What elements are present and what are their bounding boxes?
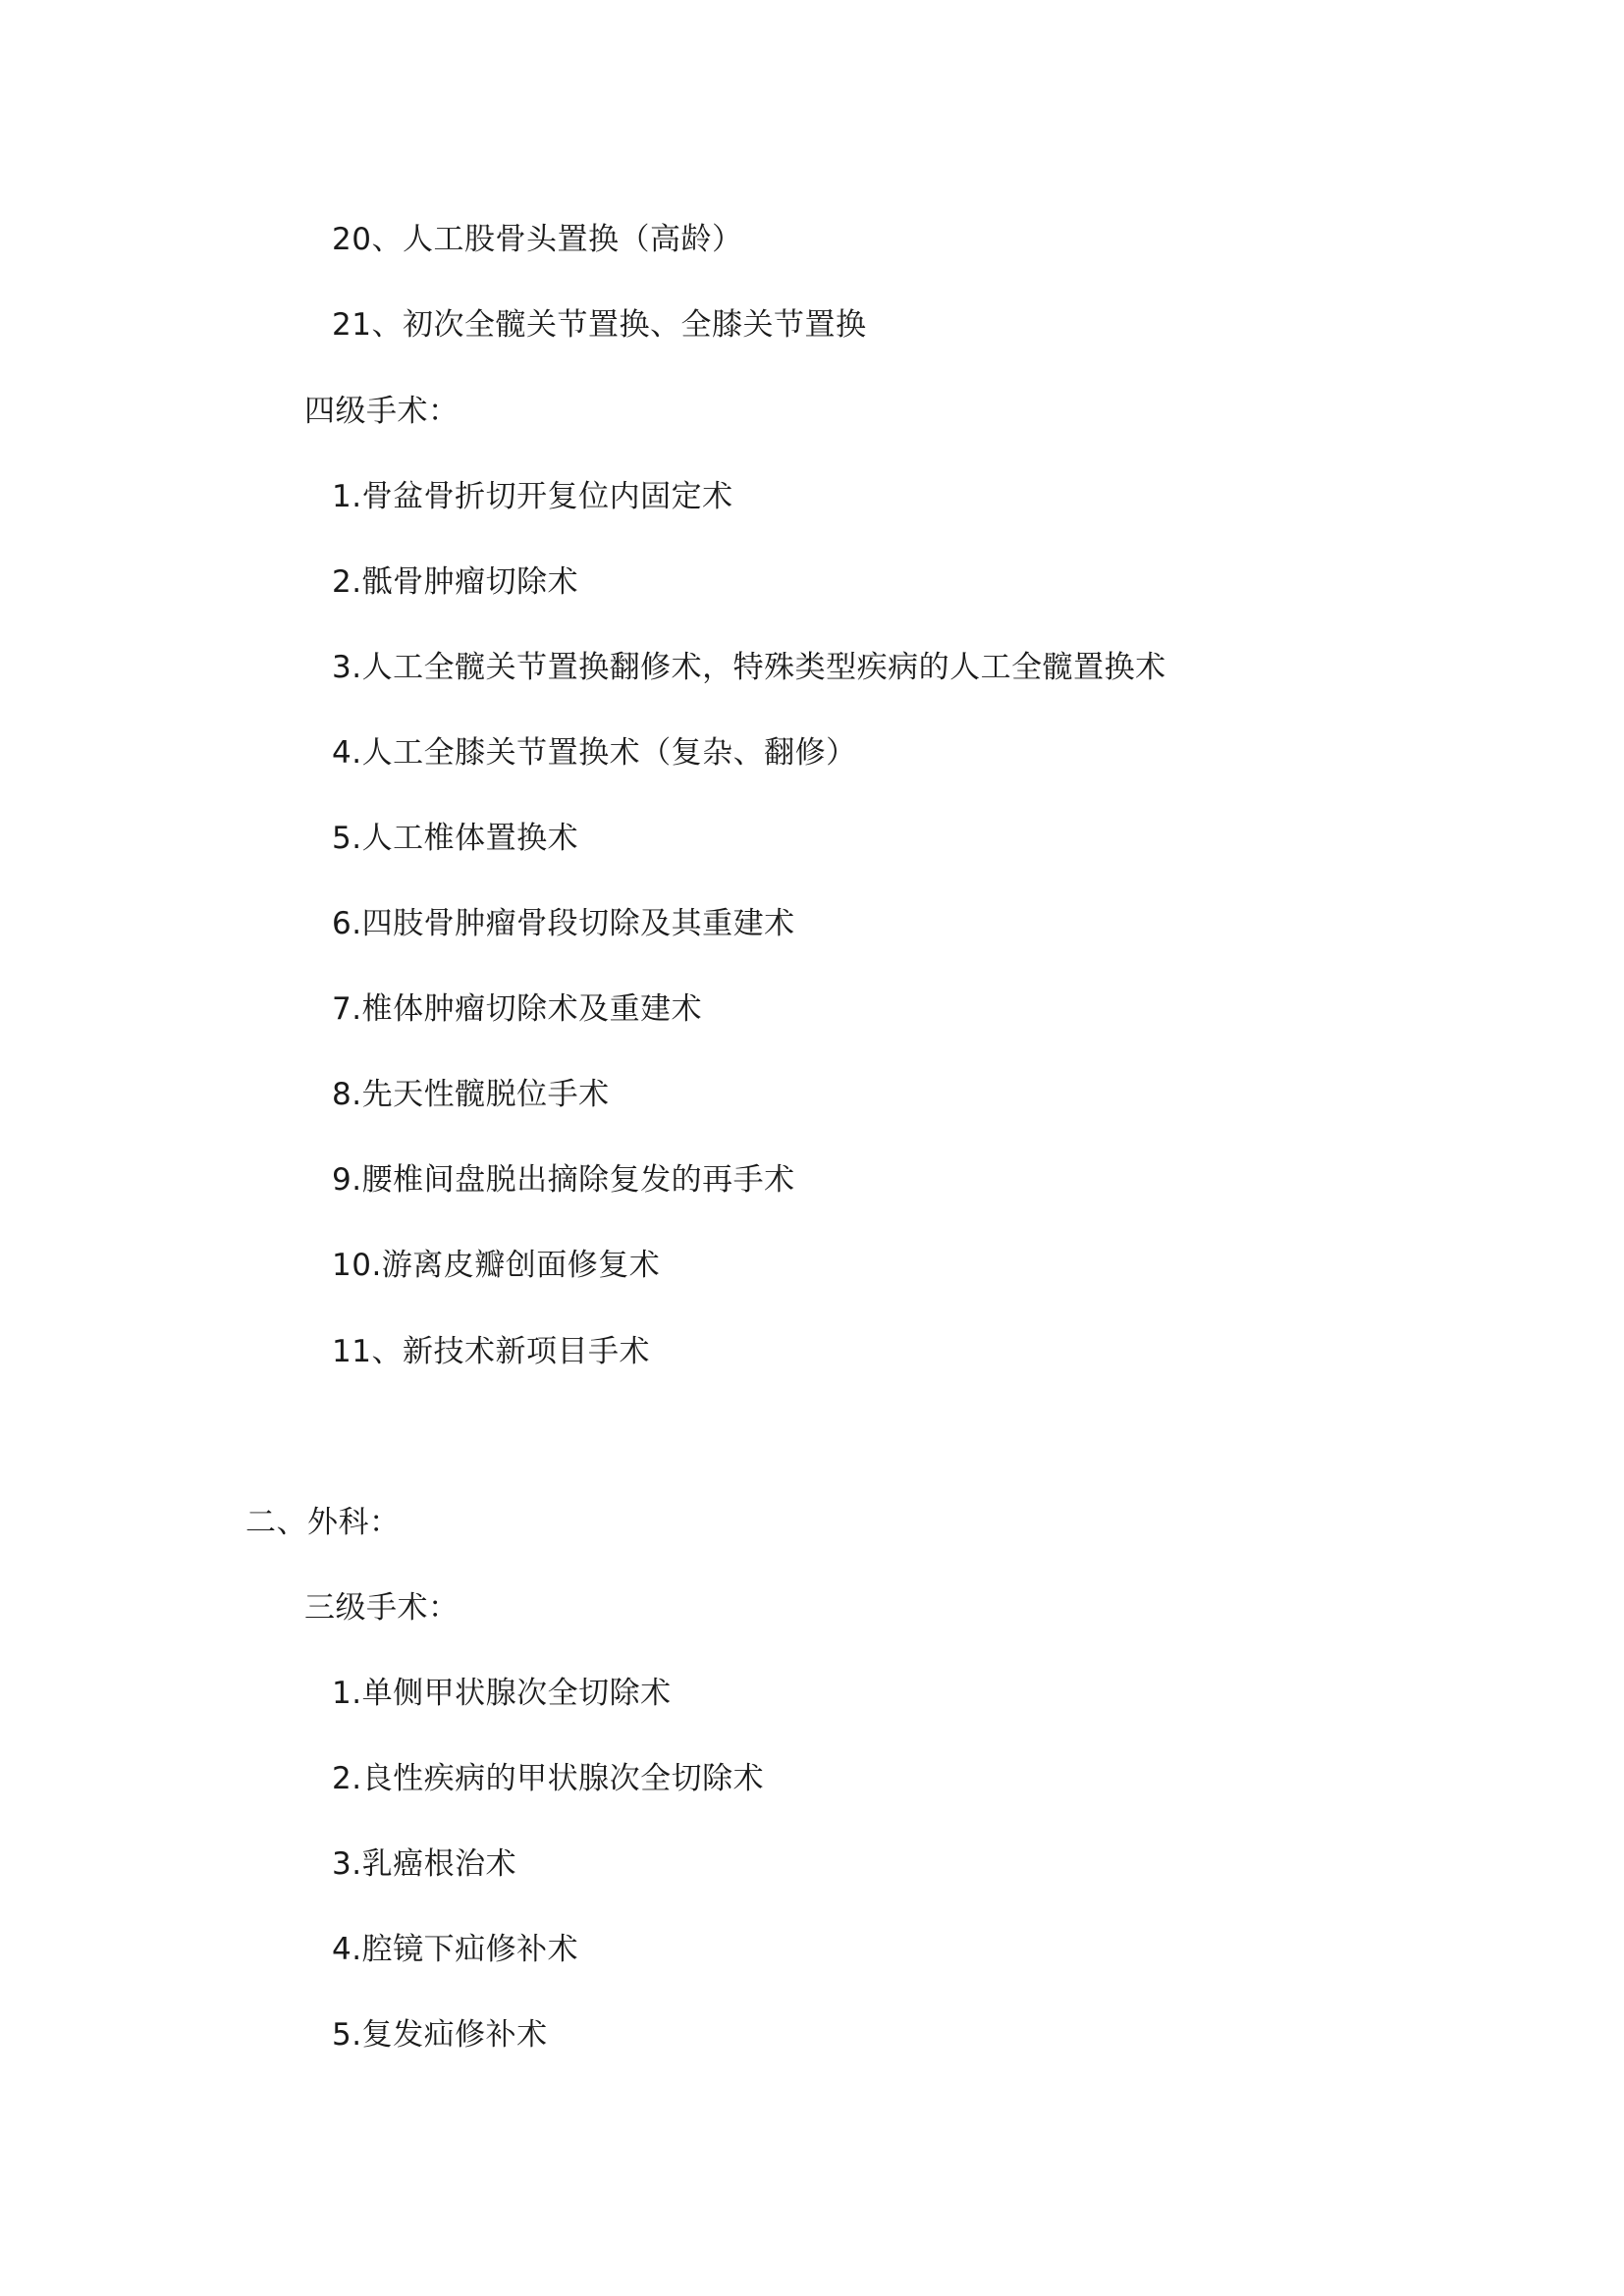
list-item: 9.腰椎间盘脱出摘除复发的再手术 <box>332 1162 795 1198</box>
list-item: 1.单侧甲状腺次全切除术 <box>332 1676 672 1711</box>
list-item: 7.椎体肿瘤切除术及重建术 <box>332 991 703 1027</box>
list-item: 5.复发疝修补术 <box>332 2017 548 2053</box>
list-item: 1.骨盆骨折切开复位内固定术 <box>332 479 733 514</box>
section-heading-level4: 四级手术： <box>304 394 460 429</box>
list-item: 20、人工股骨头置换（高龄） <box>332 222 743 257</box>
list-item: 2.骶骨肿瘤切除术 <box>332 564 579 600</box>
section-heading-level3: 三级手术： <box>304 1590 460 1626</box>
list-item: 5.人工椎体置换术 <box>332 821 579 856</box>
list-item: 8.先天性髋脱位手术 <box>332 1077 610 1112</box>
list-item: 2.良性疾病的甲状腺次全切除术 <box>332 1761 765 1796</box>
list-item: 4.人工全膝关节置换术（复杂、翻修） <box>332 735 857 771</box>
list-item: 10.游离皮瓣创面修复术 <box>332 1248 661 1283</box>
list-item: 6.四肢骨肿瘤骨段切除及其重建术 <box>332 906 795 941</box>
section-heading-surgery: 二、外科： <box>245 1505 401 1540</box>
list-item: 4.腔镜下疝修补术 <box>332 1932 579 1967</box>
list-item: 3.乳癌根治术 <box>332 1846 517 1882</box>
list-item: 3.人工全髋关节置换翻修术，特殊类型疾病的人工全髋置换术 <box>332 650 1166 685</box>
list-item: 21、初次全髋关节置换、全膝关节置换 <box>332 307 867 343</box>
list-item: 11、新技术新项目手术 <box>332 1334 650 1369</box>
